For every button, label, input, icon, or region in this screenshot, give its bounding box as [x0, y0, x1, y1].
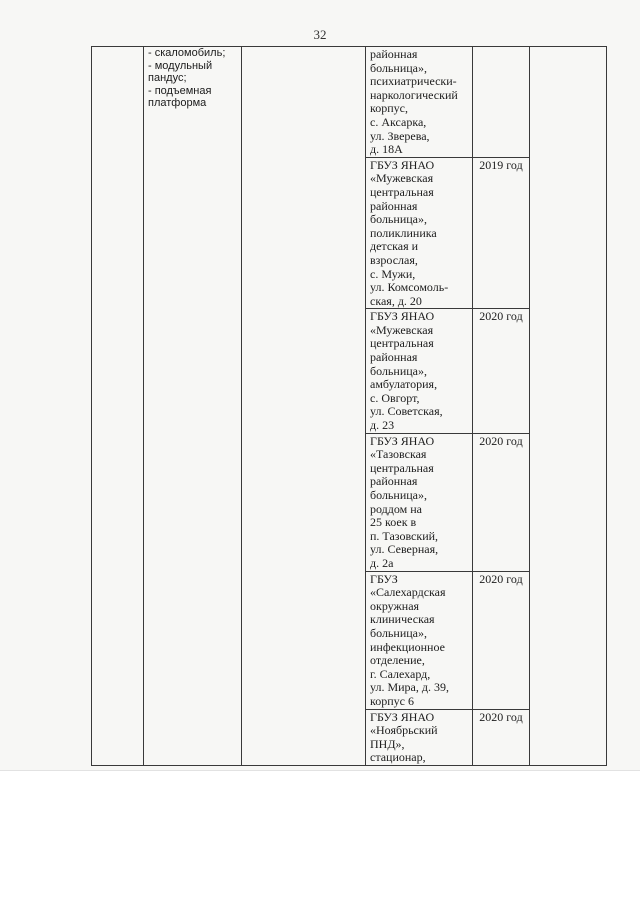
facilities-table — [91, 46, 607, 766]
facility-cell: ГБУЗ ЯНАО «Тазовская центральная районная больница», роддом на 25 коек в п. Тазовский, ул. Северная, д. 2а — [366, 433, 473, 571]
table-cell-number — [92, 47, 144, 766]
year-cell: 2020 год — [473, 309, 530, 433]
facility-cell: ГБУЗ ЯНАО «Мужевская центральная районная больница», поликлиника детская и взрослая, с. Мужи, ул. Комсомоль- ская, д. 20 — [366, 157, 473, 309]
year-cell: 2020 год — [473, 709, 530, 765]
year-cell: 2020 год — [473, 433, 530, 571]
page-number: 32 — [313, 27, 327, 42]
facility-cell: ГБУЗ ЯНАО «Ноябрьский ПНД», стационар, — [366, 709, 473, 765]
facility-cell: ГБУЗ «Салехардская окружная клиническая больница», инфекционное отделение, г. Салехард, ул. Мира, д. 39, корпус 6 — [366, 571, 473, 709]
table-cell-empty — [242, 47, 366, 766]
facility-cell: ГБУЗ ЯНАО «Мужевская центральная районная больница», амбулатория, с. Овгорт, ул. Советская, д. 23 — [366, 309, 473, 433]
table-cell-empty — [530, 47, 607, 766]
year-cell: 2020 год — [473, 571, 530, 709]
equipment-list-cell: - скаломобиль; - модульный пандус; - подъемная платформа — [144, 47, 242, 766]
table-row — [92, 47, 607, 158]
year-cell — [473, 47, 530, 158]
facility-cell: районная больница», психиатрически- наркологический корпус, с. Аксарка, ул. Зверева, д. 18А — [366, 47, 473, 158]
year-cell: 2019 год — [473, 157, 530, 309]
